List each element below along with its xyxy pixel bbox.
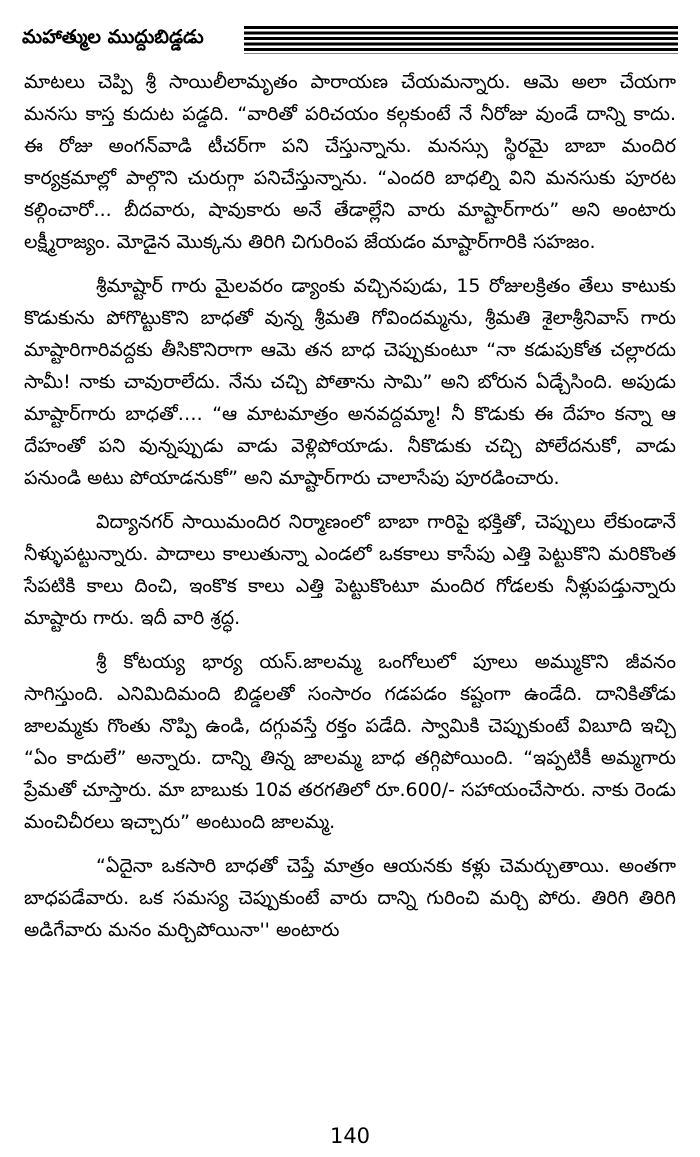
header-rule-lines [244,26,678,54]
paragraph: మాటలు చెప్పి శ్రీ సాయిలీలామృతం పారాయణ చేయమన్నారు. ఆమె అలా చేయగా మనసు కాస్త కుదుట పడ్డది. “వారితో పరిచయం కల్గకుంటే నే నీరోజు వుండే దాన్ని కాదు. ఈ రోజు అంగన్‌వాడి టీచర్‌గా పని చేస్తున్నాను. మనస్సు స్థిరమై బాబా మందిర కార్యక్రమాల్లో పాల్గొని చురుగ్గా పనిచేస్తున్నాను. “ఎందరి బాధల్ని విని మనసుకు పూరట కల్గించారో... బీదవారు, షావుకారు అనే తేడాల్లేని వారు మాష్టార్‌గారు” అని అంటారు లక్ష్మీరాజ్యం. మోడైన మొక్కను తిరిగి చిగురింప జేయడం మాష్టార్‌గారికి సహజం. [24,71,676,253]
page-number: 140 [329,1124,371,1148]
paragraph: శ్రీమాష్టార్ గారు మైలవరం డ్యాంకు వచ్చినపుడు, 15 రోజులక్రితం తేలు కాటుకు కొడుకును పోగొట్టుకొని బాధతో వున్న శ్రీమతి గోవిందమ్మను, శ్రీమతి శైలాశ్రీనివాస్ గారు మాష్టారిగారివద్దకు తీసికొనిరాగా ఆమె తన బాధ చెప్పుకుంటూ “నా కడుపుకోత చల్లారదు సామీ! నాకు చావురాలేదు. నేను చచ్చి పోతాను సామి” అని బోరున ఏడ్చేసింది. అపుడు మాష్టార్‌గారు బాధతో…. “ఆ మాటమాత్రం అనవద్దమ్మా! నీ కొడుకు ఈ దేహం కన్నా ఆ దేహంతో పని వున్నప్పుడు వాడు వెళ్లిపోయాడు. నీకొడుకు చచ్చి పోలేదనుకో, వాడు పనుండి అటు పోయాడనుకో” అని మాష్టార్‌గారు చాలాసేపు పూరడించారు. [24,275,676,489]
page-header [22,22,678,62]
paragraph: విద్యానగర్ సాయిమందిర నిర్మాణంలో బాబా గారిపై భక్తితో, చెప్పులు లేకుండానే నీళ్ళుపట్టున్నారు. పాదాలు కాలుతున్నా ఎండలో ఒకకాలు కాసేపు ఎత్తి పెట్టుకొని మరికొంత సేపటికి కాలు దించి, ఇంకొక కాలు ఎత్తి పెట్టుకొంటూ మందిర గోడలకు నీళ్లుపడ్తున్నారు మాష్టారు గారు. ఇదీ వారి శ్రద్ధ. [24,511,676,629]
paragraph: “ఏదైనా ఒకసారి బాధతో చెప్తే మాత్రం ఆయనకు కళ్లు చెమర్చుతాయి. అంతగా బాధపడేవారు. ఒక సమస్య చెప్పుకుంటే వారు దాన్ని గురించి మర్చి పోరు. తిరిగి తిరిగి అడిగేవారు మనం మర్చిపోయినా'' అంటారు [24,855,676,941]
body-text [24,66,676,958]
paragraph: శ్రీ కోటయ్య భార్య యస్.జాలమ్మ ఒంగోలులో పూలు అమ్ముకొని జీవనం సాగిస్తుంది. ఎనిమిదిమంది బిడ్డలతో సంసారం గడపడం కష్టంగా ఉండేది. దానికితోడు జాలమ్మకు గొంతు నొప్పి ఉండి, దగ్గువస్తే రక్తం పడేది. స్వామికి చెప్పుకుంటే విబూది ఇచ్చి “ఏం కాదులే” అన్నారు. దాన్ని తిన్న జాలమ్మ బాధ తగ్గిపోయింది. “ఇప్పటికీ అమ్మగారు ప్రేమతో చూస్తారు. మా బాబుకు 10వ తరగతిలో రూ.600/- సహాయంచేసారు. నాకు రెండు మంచిచీరలు ఇచ్చారు” అంటుంది జాలమ్మ. [24,651,676,833]
running-title: మహాత్ముల ముద్దుబిడ్డడు [22,26,204,48]
